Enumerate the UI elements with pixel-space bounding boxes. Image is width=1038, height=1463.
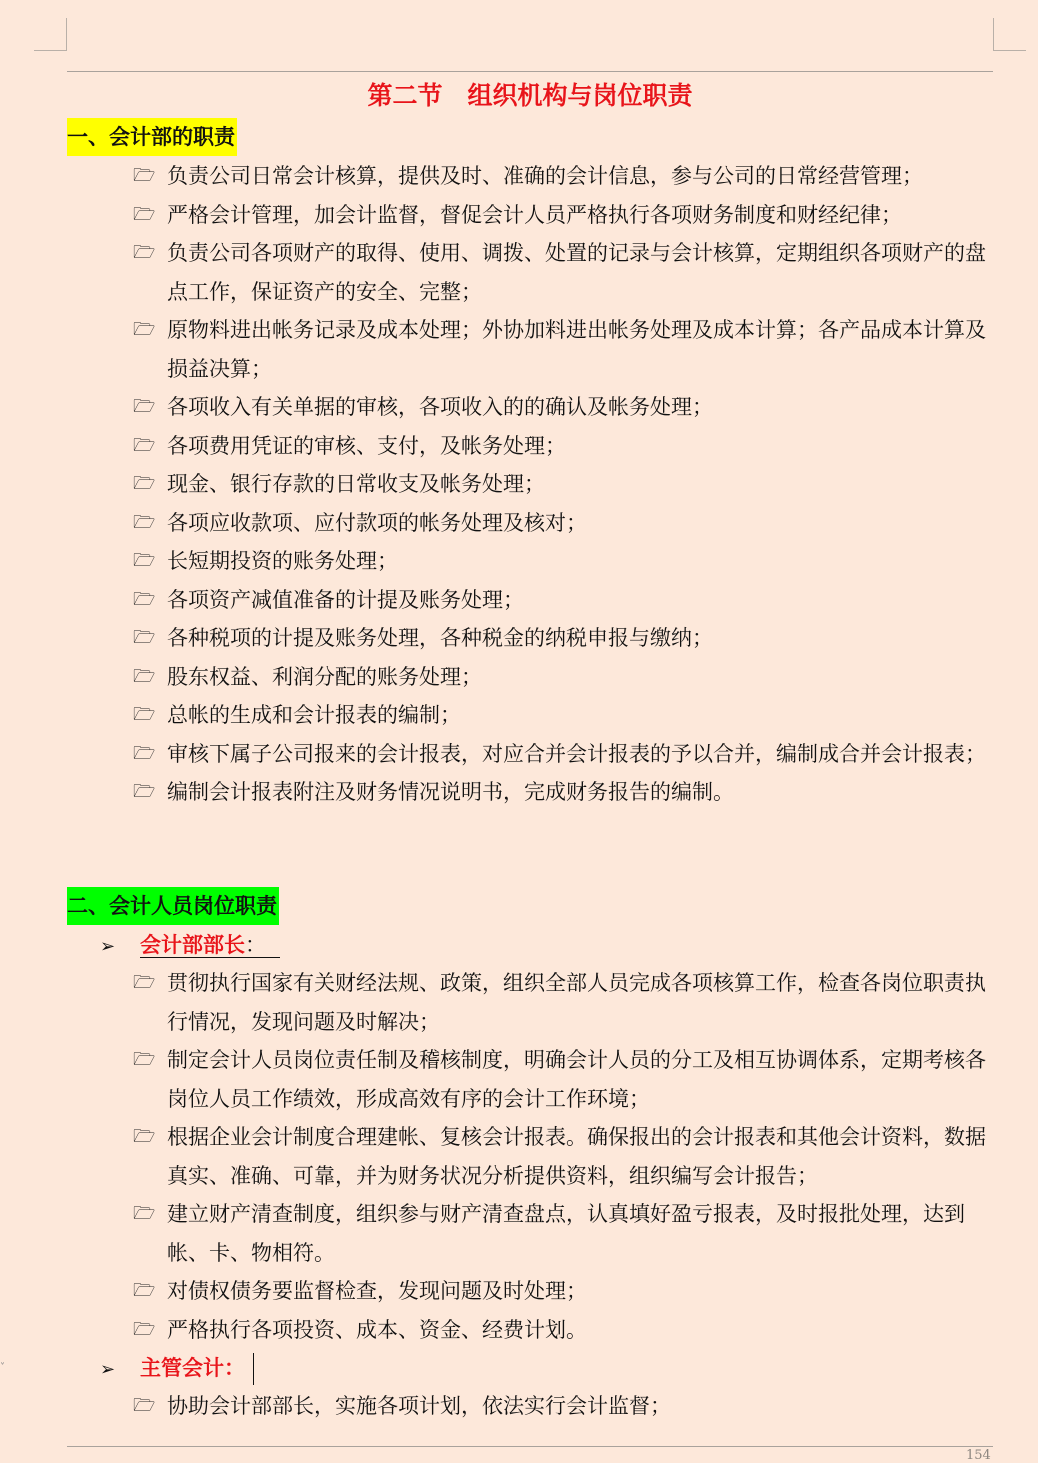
folder-icon: 🗁 bbox=[133, 165, 156, 186]
folder-icon: 🗁 bbox=[133, 1126, 156, 1147]
list-item bbox=[133, 964, 1003, 1041]
list-item bbox=[133, 1118, 1003, 1195]
list-item-text: 根据企业会计制度合理建帐、复核会计报表。确保报出的会计报表和其他会计资料，数据真实、准确、可靠，并为财务状况分析提供资料，组织编写会计报告； bbox=[167, 1125, 986, 1188]
folder-icon: 🗁 bbox=[133, 1395, 156, 1416]
folder-icon: 🗁 bbox=[133, 1203, 156, 1224]
list-item-text: 对债权债务要监督检查，发现问题及时处理； bbox=[167, 1279, 587, 1303]
role-heading-dept-head bbox=[100, 926, 280, 964]
folder-icon: 🗁 bbox=[133, 242, 156, 263]
role-label-colon: ： bbox=[245, 933, 266, 957]
list-item bbox=[133, 696, 1003, 735]
list-item-text: 协助会计部部长，实施各项计划，依法实行会计监督； bbox=[167, 1394, 671, 1418]
folder-icon: 🗁 bbox=[133, 319, 156, 340]
list-item bbox=[133, 388, 1003, 427]
chief-accountant-duties-list bbox=[133, 1387, 1003, 1426]
list-item bbox=[133, 157, 1003, 196]
list-item-text: 严格执行各项投资、成本、资金、经费计划。 bbox=[167, 1317, 587, 1342]
list-item-text: 各种税项的计提及账务处理，各种税金的纳税申报与缴纳； bbox=[167, 626, 713, 650]
list-item-text: 原物料进出帐务记录及成本处理；外协加料进出帐务处理及成本计算；各产品成本计算及损益决算； bbox=[167, 318, 986, 381]
list-item-text: 现金、银行存款的日常收支及帐务处理； bbox=[167, 472, 545, 496]
page-title: 第二节 组织机构与岗位职责 bbox=[367, 81, 693, 110]
list-item bbox=[133, 234, 1003, 311]
folder-icon: 🗁 bbox=[133, 588, 156, 610]
list-item bbox=[133, 619, 1003, 658]
duties-list bbox=[133, 157, 1003, 812]
folder-icon: 🗁 bbox=[133, 434, 156, 456]
section-heading-accounting-dept-duties: 一、会计部的职责 bbox=[67, 118, 237, 156]
list-item bbox=[133, 1272, 1003, 1311]
list-item bbox=[133, 1195, 1003, 1272]
list-item bbox=[133, 504, 1003, 543]
list-item-text: 各项费用凭证的审核、支付，及帐务处理； bbox=[167, 433, 566, 458]
arrow-bullet-icon: ➢ bbox=[100, 936, 116, 957]
list-item-text: 建立财产清查制度，组织参与财产清查盘点，认真填好盈亏报表，及时报批处理，达到帐、卡、物相符。 bbox=[167, 1202, 965, 1265]
list-item bbox=[133, 658, 1003, 697]
role-heading-chief-accountant bbox=[100, 1349, 254, 1387]
list-item-text: 制定会计人员岗位责任制及稽核制度，明确会计人员的分工及相互协调体系，定期考核各岗位人员工作绩效，形成高效有序的会计工作环境； bbox=[167, 1048, 986, 1111]
list-item bbox=[133, 773, 1003, 812]
list-item bbox=[133, 1387, 1003, 1426]
folder-icon: 🗁 bbox=[133, 742, 156, 764]
list-item-text: 负责公司日常会计核算，提供及时、准确的会计信息，参与公司的日常经营管理； bbox=[167, 164, 923, 188]
folder-icon: 🗁 bbox=[133, 473, 156, 494]
list-item bbox=[133, 581, 1003, 620]
folder-icon: 🗁 bbox=[133, 1280, 156, 1301]
folder-icon: 🗁 bbox=[133, 396, 156, 417]
list-item bbox=[133, 427, 1003, 466]
folder-icon: 🗁 bbox=[133, 203, 156, 225]
list-item-text: 编制会计报表附注及财务情况说明书，完成财务报告的编制。 bbox=[167, 780, 734, 804]
list-item-text: 各项资产减值准备的计提及账务处理； bbox=[167, 587, 524, 612]
list-item-text: 股东权益、利润分配的账务处理； bbox=[167, 664, 482, 689]
list-item bbox=[133, 1041, 1003, 1118]
list-item bbox=[133, 1311, 1003, 1350]
folder-icon: 🗁 bbox=[133, 1318, 156, 1340]
list-item-text: 负责公司各项财产的取得、使用、调拨、处置的记录与会计核算，定期组织各项财产的盘点工作，保证资产的安全、完整； bbox=[167, 241, 986, 304]
folder-icon: 🗁 bbox=[133, 781, 156, 802]
dept-head-duties-list bbox=[133, 964, 1003, 1349]
folder-icon: 🗁 bbox=[133, 511, 156, 533]
arrow-bullet-icon: ➢ bbox=[100, 1359, 116, 1380]
list-item-text: 严格会计管理，加会计监督，督促会计人员严格执行各项财务制度和财经纪律； bbox=[167, 202, 902, 227]
list-item-text: 总帐的生成和会计报表的编制； bbox=[167, 703, 461, 727]
list-item bbox=[133, 465, 1003, 504]
list-item-text: 贯彻执行国家有关财经法规、政策，组织全部人员完成各项核算工作，检查各岗位职责执行情况，发现问题及时解决； bbox=[167, 971, 986, 1034]
list-item-text: 各项应收款项、应付款项的帐务处理及核对； bbox=[167, 510, 587, 535]
page-number: 154 bbox=[966, 1448, 991, 1463]
page-corner-mark-top-right bbox=[993, 18, 1026, 51]
folder-icon: 🗁 bbox=[133, 972, 156, 993]
folder-icon: 🗁 bbox=[133, 1049, 156, 1070]
page-corner-mark-top-left bbox=[34, 18, 67, 51]
role-label: 会计部部长 bbox=[140, 933, 245, 957]
header-rule bbox=[67, 71, 993, 72]
list-item bbox=[133, 311, 1003, 388]
folder-icon: 🗁 bbox=[133, 665, 156, 687]
list-item bbox=[133, 542, 1003, 581]
list-item-text: 审核下属子公司报来的会计报表，对应合并会计报表的予以合并，编制成合并会计报表； bbox=[167, 741, 986, 766]
folder-icon: 🗁 bbox=[133, 704, 156, 725]
role-label: 主管会计： bbox=[140, 1356, 245, 1380]
text-cursor bbox=[253, 1353, 254, 1385]
margin-marker-icon: ˅ bbox=[0, 1362, 5, 1373]
list-item bbox=[133, 735, 1003, 774]
list-item bbox=[133, 196, 1003, 235]
section-heading-staff-duties: 二、会计人员岗位职责 bbox=[67, 887, 279, 925]
folder-icon: 🗁 bbox=[133, 627, 156, 648]
list-item-text: 各项收入有关单据的审核，各项收入的的确认及帐务处理； bbox=[167, 395, 713, 419]
folder-icon: 🗁 bbox=[133, 550, 156, 571]
list-item-text: 长短期投资的账务处理； bbox=[167, 549, 398, 573]
footer-rule bbox=[67, 1446, 993, 1447]
